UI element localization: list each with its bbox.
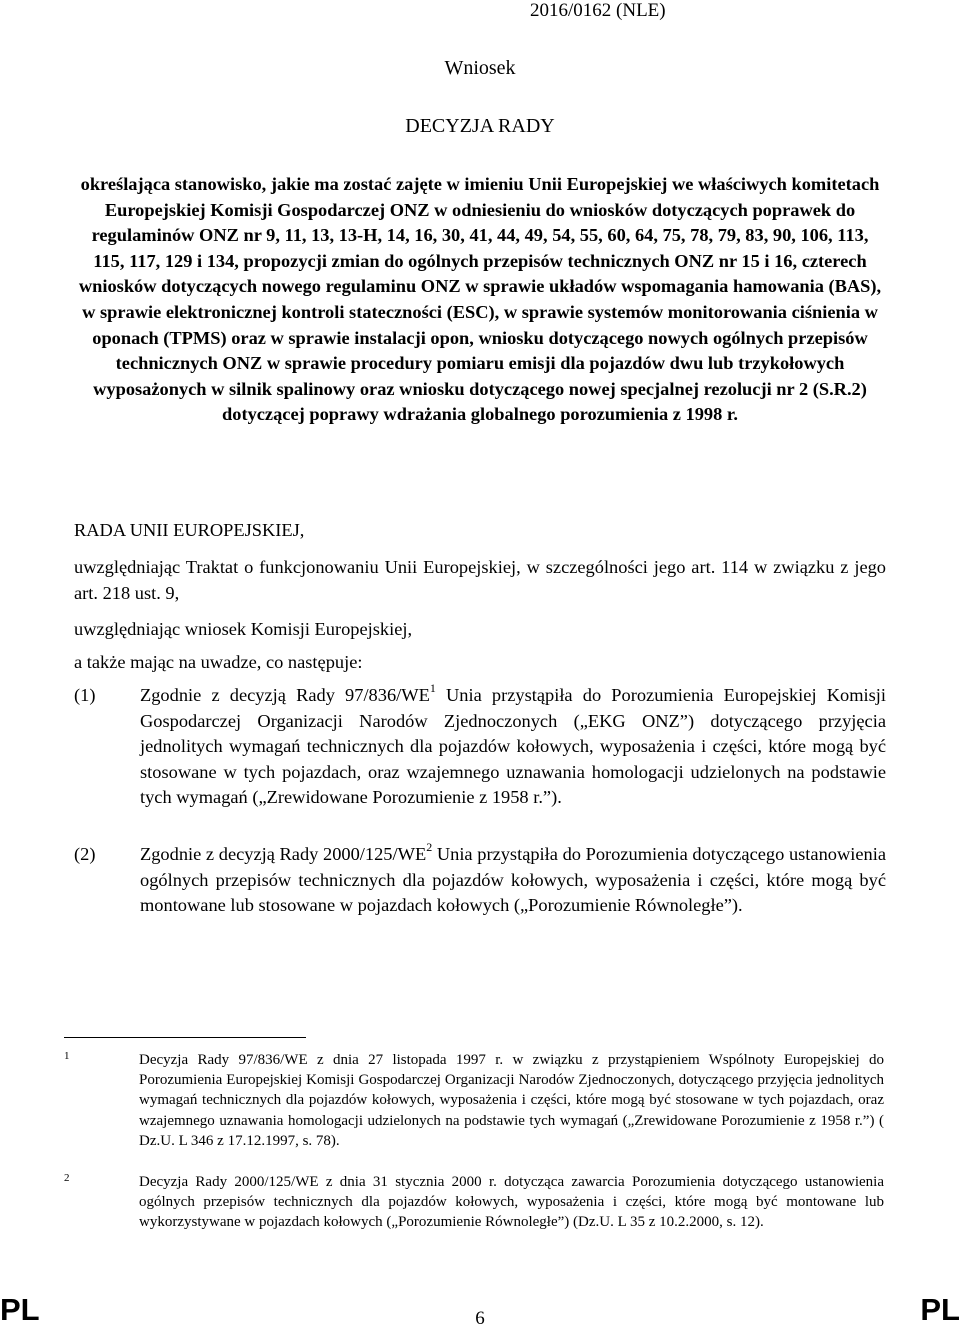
footnote-2 [64,1172,884,1233]
recital-text-rest: Unia przystąpiła do Porozumienia Europejskiej Komisji Gospodarczej Organizacji Narodów Zjednoczonych („EKG ONZ”) dotyczącego przyjęcia jednolitych wymagań technicznych dla pojazdów kołowych, wyposażenia i części, które mogą być stosowane w tych pojazdach, oraz wzajemnego uznawania homologacji udzielonych na podstawie tych wymagań („Zrewidowane Porozumienie z 1958 r.”). [140,685,886,808]
page-number: 6 [475,1308,485,1329]
footnote-separator [64,1037,306,1038]
footnote-number: 1 [64,1050,70,1062]
recital-number: (1) [74,685,96,705]
recital-text-start: Zgodnie z decyzją Rady 2000/125/WE [140,844,427,864]
document-kind [0,57,960,80]
recital-text [140,842,886,919]
document-title: DECYZJA RADY [405,115,555,137]
whereas-intro: a także mając na uwadze, co następuje: [74,652,363,672]
footnote-number: 2 [64,1172,70,1184]
recital-text-start: Zgodnie z decyzją Rady 97/836/WE [140,685,430,705]
citation-proposal: uwzględniając wniosek Komisji Europejskiej, [74,619,413,639]
document-reference: 2016/0162 (NLE) [530,0,666,21]
recital-1 [74,683,886,811]
footnote-text: Decyzja Rady 2000/125/WE z dnia 31 stycznia 2000 r. dotycząca zawarcia Porozumienia dotyczącego ustanowienia ogólnych przepisów technicznych dla pojazdów kołowych, wyposażenia i części, które mogą być montowane lub wykorzystywane w pojazdach kołowych („Porozumienie Równoległe”) (Dz.U. L 35 z 10.2.2000, s. 12). [139,1174,884,1231]
footer-language-right: PL [920,1292,960,1327]
decision-subject: określająca stanowisko, jakie ma zostać zajęte w imieniu Unii Europejskiej we właściwych komitetach Europejskiej Komisji Gospodarczej ONZ w odniesieniu do wniosków dotyczących poprawek do regulaminów ONZ nr 9, 11, 13, 13-H, 14, 16, 30, 41, 44, 49, 54, 55, 60, 64, 75, 78, 79, 83, 90, 106, 113, 115, 117, 129 i 134, propozycji zmian do ogólnych przepisów technicznych ONZ nr 15 i 16, czterech wniosków dotyczących nowego regulaminu ONZ w sprawie układów wspomagania hamowania (BAS), w sprawie elektronicznej kontroli stateczności (ESC), w sprawie systemów monitorowania ciśnienia w oponach (TPMS) oraz w sprawie instalacji opon, wniosku dotyczącego nowych ogólnych przepisów technicznych ONZ w sprawie procedury pomiaru emisji dla pojazdów dwu lub trzykołowych wyposażonych w silnik spalinowy oraz wniosku dotyczącego nowej specjalnej rezolucji nr 2 (S.R.2) dotyczącej poprawy wdrażania globalnego porozumienia z 1998 r. [78,174,882,425]
citation-treaty: uwzględniając Traktat o funkcjonowaniu Unii Europejskiej, w szczególności jego art. 114 w związku z jego art. 218 ust. 9, [74,557,886,603]
document-kind-label: Wniosek [444,57,516,79]
recital-text [140,683,886,811]
recital-number: (2) [74,844,96,864]
recital-text-rest: Unia przystąpiła do Porozumienia dotyczącego ustanowienia ogólnych przepisów technicznych dla pojazdów kołowych, wyposażenia i części, które mogą być montowane lub stosowane w pojazdach kołowych („Porozumienie Równoległe”). [140,844,886,916]
footer-language-left: PL [0,1292,40,1327]
footnote-text: Decyzja Rady 97/836/WE z dnia 27 listopada 1997 r. w związku z przystąpieniem Wspólnoty Europejskiej do Porozumienia Europejskiej Komisji Gospodarczej Organizacji Narodów Zjednoczonych, dotyczącego przyjęcia jednolitych wymagań technicznych dla pojazdów kołowych, wyposażenia i części, które mogą być stosowane w tych pojazdach, oraz wzajemnego uznawania homologacji udzielonych na podstawie tych wymagań („Zrewidowane Porozumienie z 1958 r.”) ( Dz.U. L 346 z 17.12.1997, s. 78). [139,1052,884,1149]
recital-2 [74,842,886,919]
footnote-reference[interactable]: 1 [429,681,436,695]
footnote-reference[interactable]: 2 [426,840,433,854]
footnote-1 [64,1050,884,1151]
council-heading: RADA UNII EUROPEJSKIEJ, [74,520,305,540]
